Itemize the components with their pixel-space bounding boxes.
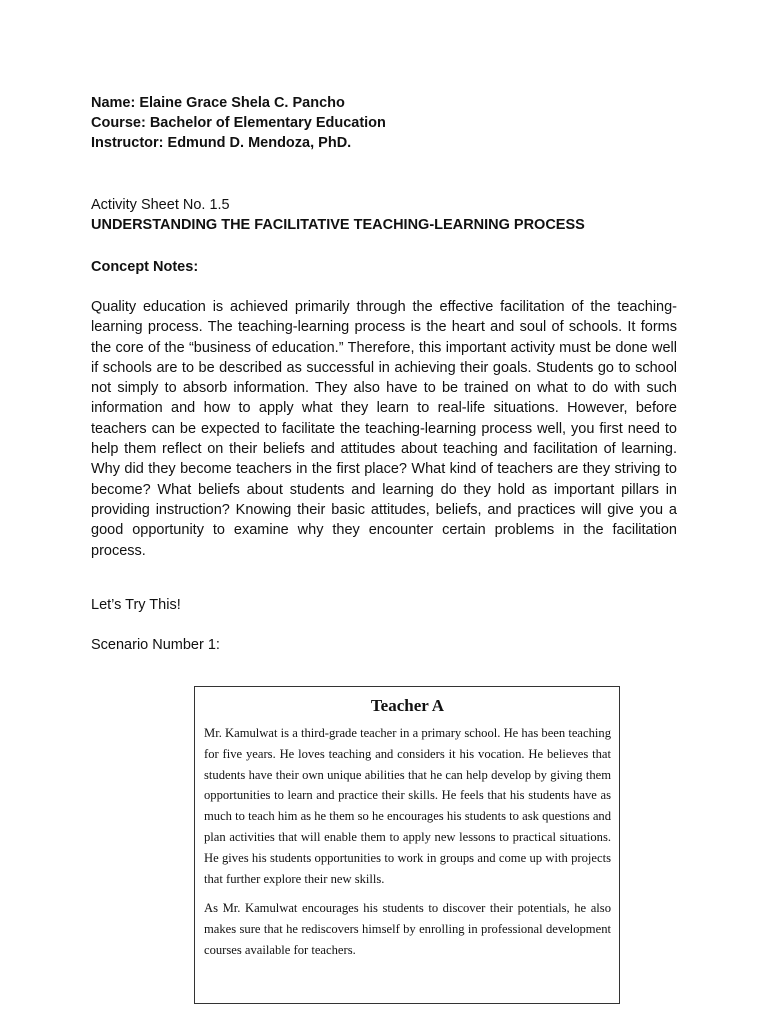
teacher-paragraph-2: As Mr. Kamulwat encourages his students to discover their potentials, he also makes sure that he rediscovers himself by enrolling in professional development courses available for teachers. xyxy=(204,901,611,957)
concept-notes-heading: Concept Notes: xyxy=(91,259,199,275)
activity-sheet-number: Activity Sheet No. 1.5 xyxy=(91,197,230,213)
teacher-box-title: Teacher A xyxy=(370,696,445,715)
instructor-name: Instructor: Edmund D. Mendoza, PhD. xyxy=(91,135,352,151)
course-name: Course: Bachelor of Elementary Education xyxy=(91,115,386,131)
activity-title: UNDERSTANDING THE FACILITATIVE TEACHING-LEARNING PROCESS xyxy=(91,217,585,233)
scenario-label: Scenario Number 1: xyxy=(91,637,220,653)
student-info-header xyxy=(91,93,386,153)
teacher-a-box xyxy=(194,686,620,1004)
concept-notes-body: Quality education is achieved primarily through the effective facilitation of the teaching-learning process. The teaching-learning process is the heart and soul of schools. It forms the core of the “business of education.” Therefore, this important activity must be done well if schools are to be described as successful in achieving their goals. Students go to school not simply to absorb information. They also have to be trained on what to do with such information and how to apply what they learn to real-life situations. However, before teachers can be expected to facilitate the teaching-learning process well, you first need to help them reflect on their beliefs and attitudes about teaching and facilitation of learning. Why did they become teachers in the first place? What kind of teachers are they striving to become? What beliefs about students and learning do they hold as important pillars in providing instruction? Knowing their basic attitudes, beliefs, and practices will give you a good opportunity to examine why they encounter certain problems in the facilitation process. xyxy=(91,299,677,559)
student-name: Name: Elaine Grace Shela C. Pancho xyxy=(91,95,345,111)
lets-try-this-label: Let’s Try This! xyxy=(91,597,181,613)
teacher-paragraph-1: Mr. Kamulwat is a third-grade teacher in a primary school. He has been teaching for five years. He loves teaching and considers it his vocation. He believes that students have their own unique abilities that he can help develop by giving them opportunities to learn and practice their skills. He feels that his students have as much to teach him as he them so he encourages his students to ask questions and plan activities that will enable them to apply new lessons to practical situations. He gives his students opportunities to work in groups and come up with projects that further explore their new skills. xyxy=(204,726,611,886)
